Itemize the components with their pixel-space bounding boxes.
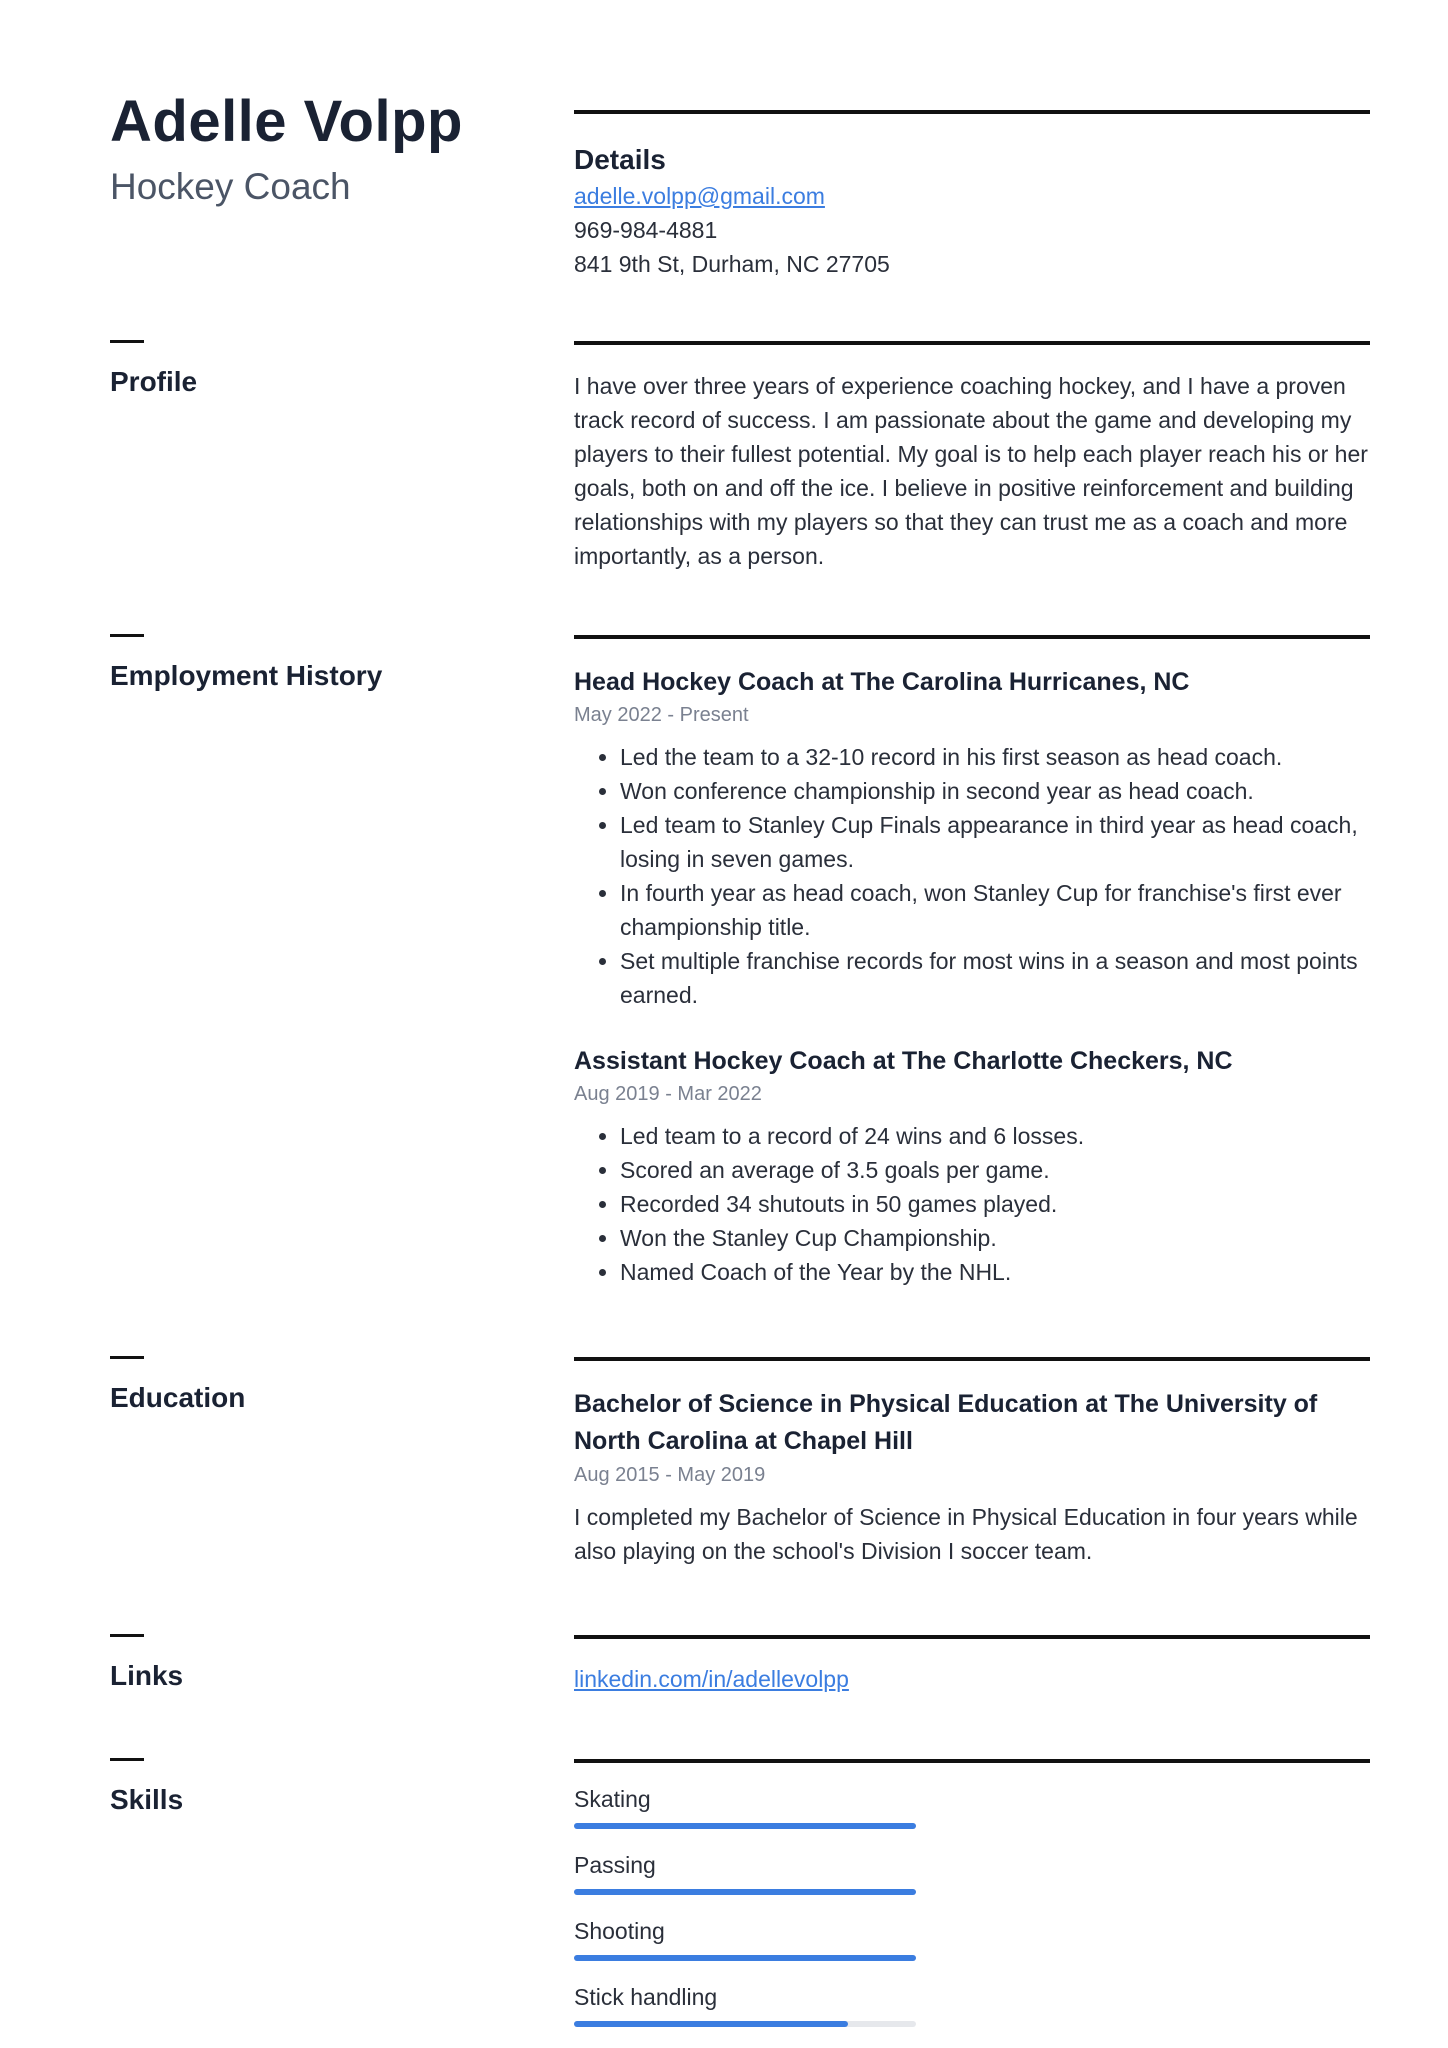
candidate-role: Hockey Coach [110, 166, 351, 207]
skill-bar-fill [574, 2021, 848, 2027]
education-dash [110, 1356, 144, 1359]
list-item: • Recorded 34 shutouts in 50 games played. [620, 1187, 1370, 1221]
job-bullets [574, 1119, 1370, 1289]
education-entry [574, 1386, 1370, 1568]
job-entry [574, 664, 1370, 1012]
skill-label: Shooting [574, 1918, 665, 1944]
employment-divider [574, 635, 1370, 639]
skill-bar [574, 1889, 916, 1895]
list-item: • Named Coach of the Year by the NHL. [620, 1255, 1370, 1289]
skills-divider [574, 1759, 1370, 1763]
details-block [574, 179, 1370, 281]
skill-bar [574, 1823, 916, 1829]
linkedin-link[interactable]: linkedin.com/in/adellevolpp [574, 1666, 849, 1692]
skill-bar [574, 1955, 916, 1961]
employment-heading: Employment History [110, 660, 383, 691]
education-divider [574, 1357, 1370, 1361]
list-item: • Scored an average of 3.5 goals per game. [620, 1153, 1370, 1187]
skill-label: Passing [574, 1852, 656, 1878]
phone-number: 969-984-4881 [574, 217, 718, 243]
email-link[interactable]: adelle.volpp@gmail.com [574, 183, 825, 209]
profile-dash [110, 340, 144, 343]
links-heading: Links [110, 1660, 184, 1691]
education-dates: Aug 2015 - May 2019 [574, 1464, 766, 1486]
list-item: • Won the Stanley Cup Championship. [620, 1221, 1370, 1255]
address: 841 9th St, Durham, NC 27705 [574, 251, 890, 277]
links-divider [574, 1635, 1370, 1639]
links-dash [110, 1634, 144, 1637]
job-title: Assistant Hockey Coach at The Charlotte Checkers, NC [574, 1047, 1233, 1075]
skill-item [574, 1852, 916, 1895]
skill-bar-fill [574, 1889, 916, 1895]
list-item: • Set multiple franchise records for most wins in a season and most points earned. [620, 944, 1370, 1012]
skills-dash [110, 1758, 144, 1761]
details-divider [574, 110, 1370, 114]
skills-heading: Skills [110, 1784, 184, 1815]
skill-bar-fill [574, 1955, 916, 1961]
education-text: I completed my Bachelor of Science in Physical Education in four years while also playing on the school's Division I soccer team. [574, 1504, 1358, 1564]
skill-label: Skating [574, 1786, 651, 1812]
job-bullets [574, 740, 1370, 1012]
skill-item [574, 1786, 916, 1829]
skill-item [574, 1918, 916, 1961]
skill-bar [574, 2021, 916, 2027]
skill-label: Stick handling [574, 1984, 718, 2010]
skill-item [574, 1984, 916, 2027]
job-title: Head Hockey Coach at The Carolina Hurricanes, NC [574, 668, 1190, 696]
skill-bar-fill [574, 1823, 916, 1829]
list-item: • Led team to Stanley Cup Finals appearance in third year as head coach, losing in seven games. [620, 808, 1370, 876]
job-dates: Aug 2019 - Mar 2022 [574, 1083, 762, 1105]
job-dates: May 2022 - Present [574, 704, 749, 726]
degree-title: Bachelor of Science in Physical Education at The University of North Carolina at Chapel Hill [574, 1390, 1318, 1455]
education-heading: Education [110, 1382, 246, 1413]
list-item: • Led the team to a 32-10 record in his first season as head coach. [620, 740, 1370, 774]
profile-heading: Profile [110, 366, 198, 397]
list-item: • Led team to a record of 24 wins and 6 losses. [620, 1119, 1370, 1153]
profile-divider [574, 341, 1370, 345]
list-item: • In fourth year as head coach, won Stanley Cup for franchise's first ever championship title. [620, 876, 1370, 944]
candidate-name: Adelle Volpp [110, 89, 463, 154]
details-heading: Details [574, 144, 666, 175]
profile-text: I have over three years of experience coaching hockey, and I have a proven track record of success. I am passionate about the game and developing my players to their fullest potential. My goal is to help each player reach his or her goals, both on and off the ice. I believe in positive reinforcement and building relationships with my players so that they can trust me as a coach and more importantly, as a person. [574, 373, 1368, 569]
employment-dash [110, 634, 144, 637]
job-entry [574, 1043, 1370, 1289]
list-item: • Won conference championship in second year as head coach. [620, 774, 1370, 808]
